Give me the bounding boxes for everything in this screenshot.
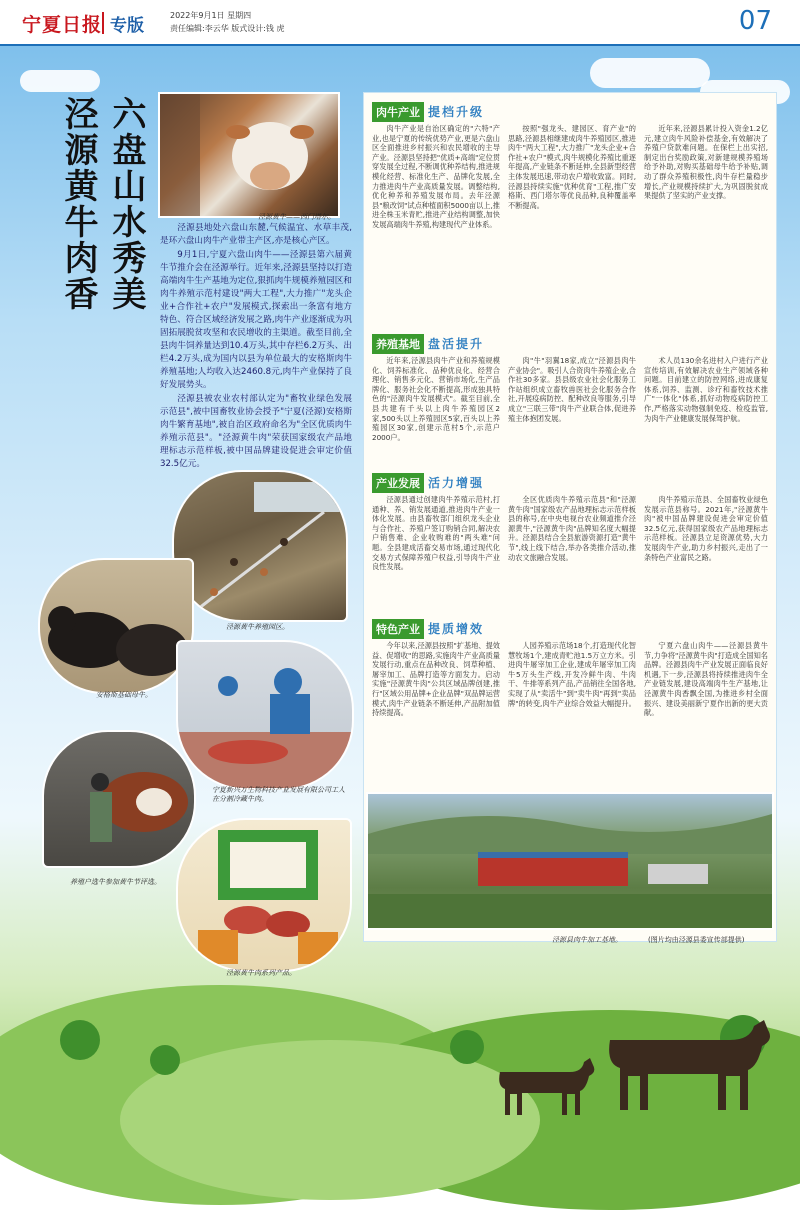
tree-shape bbox=[60, 1020, 100, 1060]
article-paragraph: 肉牛产业是自治区确定的"六特"产业,也是宁夏的传统优势产业,更是六盘山区全面推进乡村振兴和农民增收的主导产业。泾源县坚持把"优质+高端"定位贯穿发展全过程,不断调优种养结构,推进规模化经营、标准化生产、品牌化发展,全力推进肉牛产业高质量发展。调整结构,优化种养和养殖发展布局。去年泾源县"粮改饲"试点种植面积5000亩以上,推进全株玉米青贮,推进产业结构调整,加快发展高端肉牛养殖,构建现代产业体系。 bbox=[372, 124, 500, 229]
workers-icon bbox=[178, 642, 352, 788]
article-column bbox=[644, 641, 768, 781]
section-header-2 bbox=[372, 333, 672, 351]
article-column bbox=[372, 495, 500, 605]
section-slogan: 盘活提升 bbox=[428, 337, 485, 351]
photo-credit: (图片均由泾源县委宣传部提供) bbox=[648, 936, 745, 944]
factory-icon bbox=[368, 794, 772, 928]
article-column bbox=[372, 641, 500, 781]
hill-shape bbox=[120, 1040, 540, 1200]
section-tag: 产业发展 bbox=[372, 473, 424, 493]
section-label: 专版 bbox=[110, 16, 144, 36]
article-paragraph: 肉"牛"羽翼18家,成立"泾源县肉牛产业协会"。吸引人合资肉牛养殖企业,合作社30多家。县县级农业社会化服务工作站组织成立畜牧兽医社会化服务合作社,开展疫病防控、配种改良等服务,引导成立"三联三带"肉牛产业联合体,促进养殖主体抱团发展。 bbox=[508, 356, 636, 423]
article-column bbox=[372, 356, 500, 462]
article-paragraph: 泾源县通过创建肉牛养殖示范村,打通种、养、销发展通道,推进肉牛产业一体化发展。由县畜牧部门组织龙头企业与合作社、养殖户签订购销合同,解决农户销售难、企业收购难的"两头难"问题。全县建成活畜交易市场,通过现代化交易方式保障养殖户权益,引导肉牛产业良性发展。 bbox=[372, 495, 500, 572]
cloud-shape bbox=[20, 70, 100, 92]
caption-processing: 宁夏新兴万生物科技产业发展有限公司工人在分割冷藏牛肉。 bbox=[212, 786, 345, 803]
title-line-2: 泾源黄牛肉香 bbox=[58, 96, 98, 312]
title-line-1: 六盘山水秀美 bbox=[106, 96, 146, 312]
article-column bbox=[644, 124, 768, 324]
section-tag: 肉牛产业 bbox=[372, 102, 424, 122]
page-header bbox=[0, 0, 800, 46]
section-slogan: 提质增效 bbox=[428, 622, 485, 636]
processing-base-photo bbox=[366, 792, 774, 930]
caption-products: 泾源黄牛肉系列产品。 bbox=[226, 969, 296, 977]
intro-paragraph: 9月1日,宁夏六盘山肉牛——泾源县第六届黄牛节推介会在泾源举行。近年来,泾源县坚持以打造高端肉牛生产基地为定位,狠抓肉牛规模养殖园区和肉牛养殖示范村建设"两大工程",大力推广"龙头企业+合作社+农户"发展模式,探索出一条富有地方特色、符合区域经济发展之路,肉牛产业逐渐成为巩固拓展脱贫攻坚和农民增收的主渠道。截至目前,全县肉牛饲养量达到10.4万头,其中存栏6.2万头、出栏4.2万头,成为国内以县为单位最大的安格斯肉牛养殖基地;人均收入达2460.8元,肉牛产业保持了良好发展势头。 bbox=[160, 250, 352, 390]
caption-farmer: 养殖户选牛参加黄牛节评选。 bbox=[70, 878, 161, 886]
farm-pens-icon bbox=[174, 472, 346, 620]
article-paragraph: 肉牛养殖示范县、全国畜牧业绿色发展示范县称号。2021年,"泾源黄牛肉"被中国品牌建设促进会审定价值32.5亿元,获得国家级农产品地理标志示范样板。泾源县立足资源优势,大力发展肉牛产业,助力乡村振兴,走出了一条特色产业富民之路。 bbox=[644, 495, 768, 562]
issue-date: 2022年9月1日 星期四 bbox=[170, 11, 252, 20]
article-paragraph: 今年以来,泾源县按照"扩基地、提效益、促增收"的思路,实施肉牛产业高质量发展行动,重点在品种改良、饲草种植、屠宰加工、品牌打造等方面发力。启动实施"泾源黄牛肉"公共区域品牌创建,推行"区域公用品牌+企业品牌"双品牌运营模式,肉牛产业链条不断延伸,产品附加值持续提高。 bbox=[372, 641, 500, 718]
article-paragraph: 按照"强龙头、建园区、育产业"的思路,泾源县相继建成肉牛养殖园区,推进肉牛"两大工程",大力推广"龙头企业+合作社+农户"模式,肉牛规模化养殖比重逐年提高,产业链条不断延伸,全县新型经营主体发展迅速,带动农户增收致富。同时,泾源县持续实施"优种优育"工程,推广安格斯、西门塔尔等优良品种,良种覆盖率不断提高。 bbox=[508, 124, 636, 210]
cloud-shape bbox=[590, 58, 710, 88]
section-tag: 特色产业 bbox=[372, 619, 424, 639]
section-header-4 bbox=[372, 618, 672, 636]
article-paragraph: 术人员130余名进村入户进行产业宣传培训,有效解决农业生产领域各种问题。目前建立的防控网络,进成康复体系,饲养、监测、诊疗和畜牧技术推广"一体化"体系,抓好动物疫病防控工作,严格落实动物强制免疫、检疫监管,为肉牛产业健康发展保驾护航。 bbox=[644, 356, 768, 423]
caption-farm: 泾源黄牛养殖园区。 bbox=[226, 623, 289, 631]
section-header-3 bbox=[372, 472, 672, 490]
article-paragraph: 人园养殖示范场18个,打造现代化智慧牧场1个,建成青贮池1.5万立方米。引进肉牛屠宰加工企业,建成年屠宰加工肉牛5万头生产线,开发冷鲜牛肉、牛肉干、牛排等系列产品,产品销往全国各地,实现了从"卖活牛"到"卖牛肉"再到"卖品牌"的转变,肉牛产业综合效益大幅提升。 bbox=[508, 641, 636, 708]
intro-paragraph: 泾源县被农业农村部认定为"畜牧业绿色发展示范县",被中国畜牧业协会授予"宁夏(泾源)安格斯肉牛繁育基地",被自治区政府命名为"全区优质肉牛养殖示范县"。"泾源黄牛肉"荣获国家级农产品地理标志示范样板,被中国品牌建设促进会审定价值32.5亿元。 bbox=[160, 394, 352, 469]
angus-cattle-photo bbox=[38, 558, 194, 694]
beef-products-photo bbox=[176, 818, 352, 972]
farmer-icon bbox=[44, 732, 194, 866]
article-column bbox=[372, 124, 500, 324]
article-column bbox=[508, 124, 636, 324]
article-paragraph: 近年来,泾源县肉牛产业和养殖规模化、饲养标准化、品种优良化、经营合理化、销售多元化、营销市场化,生产品牌化、服务社会化不断提高,形成独具特色的"泾源肉牛发展模式"。截至目前,全县共建有千头以上肉牛养殖园区2家,500头以上养殖园区5家,百头以上养殖园区30家,创建示范村5个,示范户2000户。 bbox=[372, 356, 500, 442]
page-number: 07 bbox=[738, 6, 772, 36]
simmental-cattle-photo bbox=[158, 92, 340, 218]
newspaper-logo: 宁夏日报 bbox=[22, 14, 103, 36]
article-column bbox=[644, 356, 768, 462]
header-divider bbox=[102, 12, 104, 34]
cattle-silhouette-icon bbox=[490, 1010, 780, 1120]
intro-article bbox=[160, 222, 352, 472]
caption-processing-base: 泾源县肉牛加工基地。 bbox=[552, 936, 622, 944]
section-slogan: 活力增强 bbox=[428, 476, 485, 490]
cow-head-icon bbox=[160, 94, 338, 216]
editor-credits: 责任编辑:李云华 版式设计:钱 虎 bbox=[170, 24, 285, 33]
section-slogan: 提档升级 bbox=[428, 105, 485, 119]
page-title bbox=[58, 96, 146, 312]
tree-shape bbox=[450, 1030, 484, 1064]
article-column bbox=[508, 356, 636, 462]
article-paragraph: 近年来,泾源县累计投入资金1.2亿元,建立肉牛风险补偿基金,有效解决了养殖户贷款难问题。在保栏上出实招,制定出台奖励政策,对新建规模养殖场给予补助,对购买基础母牛给予补贴,调动了群众养殖积极性,肉牛存栏量稳步增长,产业规模持续扩大,为巩固脱贫成果提供了坚实的产业支撑。 bbox=[644, 124, 768, 201]
article-column bbox=[644, 495, 768, 605]
article-column bbox=[508, 641, 636, 781]
farmer-cattle-photo bbox=[42, 730, 196, 868]
article-column bbox=[508, 495, 636, 605]
intro-paragraph: 泾源县地处六盘山东麓,气候温宜、水草丰茂,是环六盘山肉牛产业带主产区,亦是核心产区。 bbox=[160, 223, 352, 246]
section-header-1 bbox=[372, 101, 672, 119]
meat-processing-photo bbox=[176, 640, 354, 790]
tree-shape bbox=[150, 1045, 180, 1075]
caption-simmental: 泾源黄牛——西门塔尔。 bbox=[258, 213, 335, 221]
article-paragraph: 全区优质肉牛养殖示范县"和"泾源黄牛肉"国家级农产品地理标志示范样板县的称号,在中央电视台农业频道推介泾源黄牛,"泾源黄牛肉"品牌知名度大幅提升。泾源县结合全县旅游资源打造"黄牛节",线上线下结合,举办各类推介活动,推动农文旅融合发展。 bbox=[508, 495, 636, 562]
caption-angus: 安格斯基础母牛。 bbox=[96, 691, 152, 699]
cattle-farm-photo bbox=[172, 470, 348, 622]
article-paragraph: 宁夏六盘山肉牛——泾源县黄牛节,力争将"泾源黄牛肉"打造成全国知名品牌。泾源县肉牛产业发展正面临良好机遇,下一步,泾源县将持续推进肉牛全产业链发展,建设高端肉牛生产基地,让泾源黄牛肉香飘全国,为推进乡村全面振兴、建设美丽新宁夏作出新的更大贡献。 bbox=[644, 641, 768, 718]
product-box-icon bbox=[178, 820, 350, 970]
section-tag: 养殖基地 bbox=[372, 334, 424, 354]
black-cow-icon bbox=[40, 560, 192, 692]
